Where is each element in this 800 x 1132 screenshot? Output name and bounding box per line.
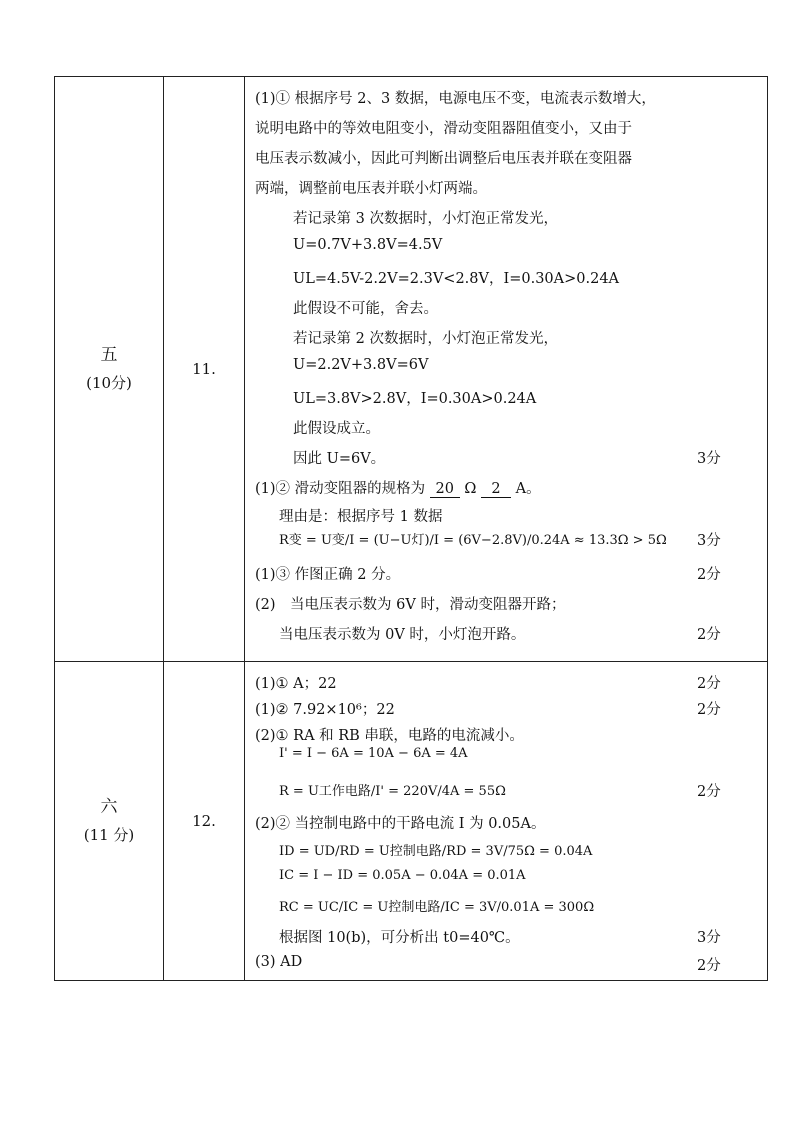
answer-cell xyxy=(245,662,768,981)
formula-line: IC = I − ID = 0.05A − 0.04A = 0.01A xyxy=(279,868,526,883)
points-label: 3分 xyxy=(697,533,721,549)
answer-line: (2)① RA 和 RB 串联，电路的电流减小。 xyxy=(255,728,524,744)
answer-line: U=2.2V+3.8V=6V xyxy=(293,357,429,373)
blank-resistance: 20 xyxy=(430,481,460,498)
section-label: 五 xyxy=(100,345,118,365)
section-score: (10分) xyxy=(86,374,132,392)
answer-line: 因此 U=6V。 xyxy=(293,451,386,467)
answer-line: 此假设成立。 xyxy=(293,421,380,437)
points-label: 3分 xyxy=(697,451,721,467)
formula-line: R = U工作电路/I' = 220V/4A = 55Ω xyxy=(279,784,506,799)
formula-line: ID = UD/RD = U控制电路/RD = 3V/75Ω = 0.04A xyxy=(279,844,593,859)
answer-line: 电压表示数减小，因此可判断出调整后电压表并联在变阻器 xyxy=(255,151,632,167)
question-number: 11. xyxy=(164,77,245,662)
points-label: 2分 xyxy=(697,784,721,800)
answer-line: U=0.7V+3.8V=4.5V xyxy=(293,237,443,253)
answer-line: 若记录第 3 次数据时，小灯泡正常发光， xyxy=(293,211,558,227)
table-row xyxy=(55,77,768,662)
formula-line: RC = UC/IC = U控制电路/IC = 3V/0.01A = 300Ω xyxy=(279,900,595,915)
answer-line: UL=4.5V-2.2V=2.3V<2.8V，I=0.30A>0.24A xyxy=(293,271,620,287)
answer-cell xyxy=(245,77,768,662)
points-label: 2分 xyxy=(697,567,721,583)
points-label: 2分 xyxy=(697,702,721,718)
answer-line: (1)③ 作图正确 2 分。 xyxy=(255,567,401,583)
table-row xyxy=(55,662,768,981)
points-label: 2分 xyxy=(697,627,721,643)
section-cell xyxy=(55,662,164,981)
answer-line: (3) AD xyxy=(255,954,303,970)
answer-line: (2) 当电压表示数为 6V 时，滑动变阻器开路； xyxy=(255,597,566,613)
answer-line: 根据图 10(b)，可分析出 t0=40℃。 xyxy=(279,930,520,946)
formula-line: R变 = U变/I = (U−U灯)/I = (6V−2.8V)/0.24A ≈ 13.3Ω > 5Ω xyxy=(279,533,667,548)
answer-line: (1)① A；22 xyxy=(255,676,337,692)
answer-line: (1)① 根据序号 2、3 数据，电源电压不变，电流表示数增大， xyxy=(255,91,656,107)
answer-line: 理由是：根据序号 1 数据 xyxy=(279,509,443,525)
answer-line: 当电压表示数为 0V 时，小灯泡开路。 xyxy=(279,627,526,643)
formula-line: I' = I − 6A = 10A − 6A = 4A xyxy=(279,746,468,761)
answer-line: 此假设不可能，舍去。 xyxy=(293,301,438,317)
answer-line: (2)② 当控制电路中的干路电流 I 为 0.05A。 xyxy=(255,816,546,832)
question-number: 12. xyxy=(164,662,245,981)
points-label: 2分 xyxy=(697,676,721,692)
section-score: (11 分) xyxy=(83,826,135,844)
answer-line: 说明电路中的等效电阻变小，滑动变阻器阻值变小，又由于 xyxy=(255,121,632,137)
answer-line: UL=3.8V>2.8V，I=0.30A>0.24A xyxy=(293,391,537,407)
answer-table xyxy=(54,76,768,981)
answer-line: 若记录第 2 次数据时，小灯泡正常发光， xyxy=(293,331,558,347)
answer-line: (1)② 滑动变阻器的规格为 20 Ω 2 A。 xyxy=(255,481,541,497)
blank-current: 2 xyxy=(481,481,511,498)
points-label: 2分 xyxy=(697,958,721,974)
section-label: 六 xyxy=(100,797,118,817)
section-cell xyxy=(55,77,164,662)
points-label: 3分 xyxy=(697,930,721,946)
answer-line: 两端，调整前电压表并联小灯两端。 xyxy=(255,181,487,197)
answer-line: (1)② 7.92×10⁶；22 xyxy=(255,702,395,718)
